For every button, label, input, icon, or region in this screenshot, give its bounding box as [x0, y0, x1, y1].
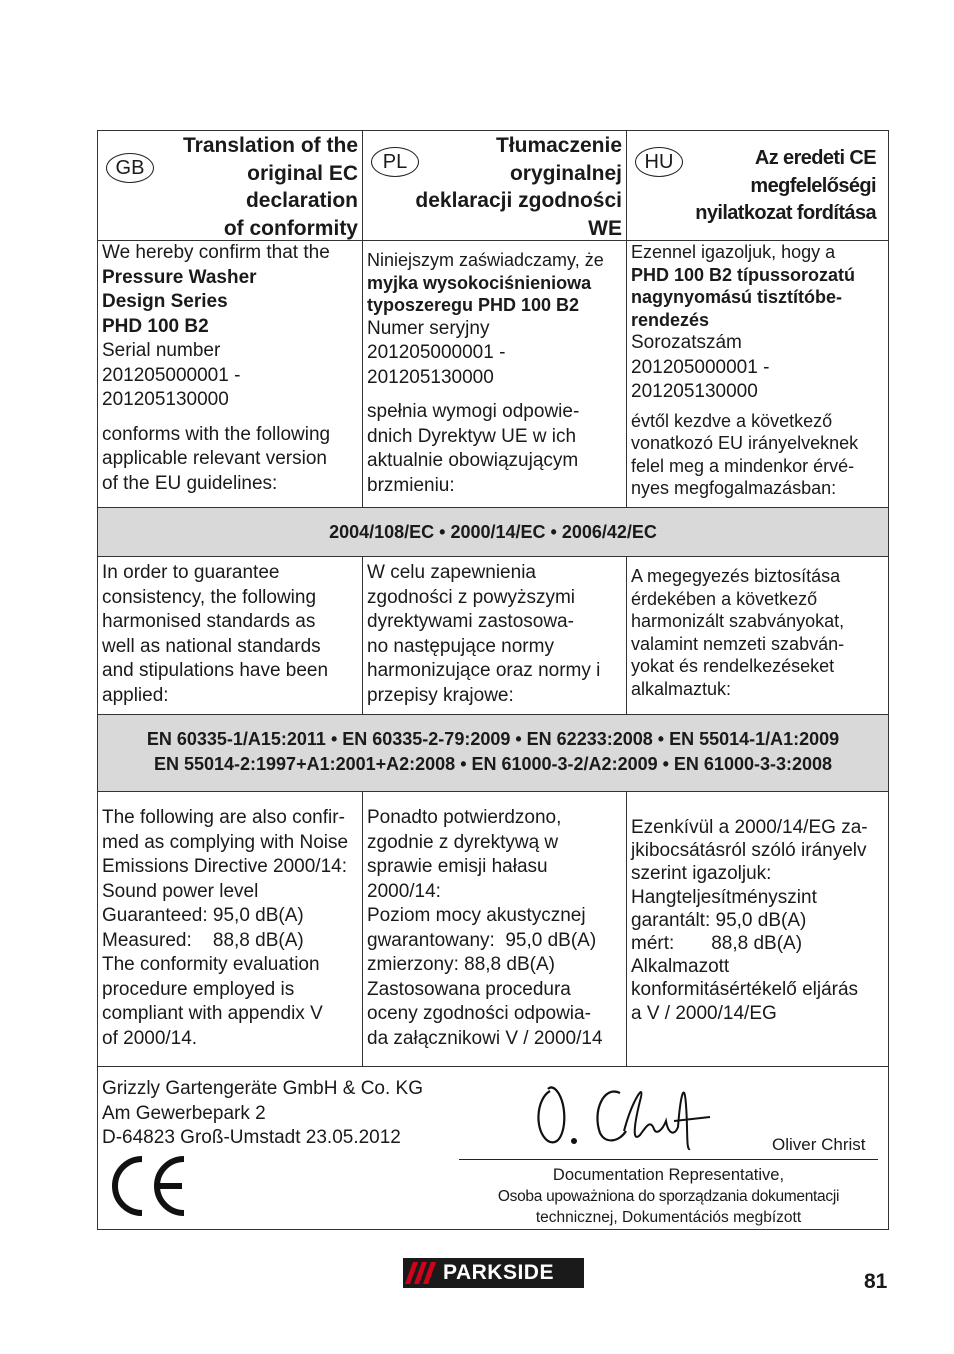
gb-badge: GB: [106, 153, 154, 183]
brand-name: PARKSIDE: [443, 1261, 554, 1284]
declaration-table: [97, 130, 889, 1230]
header-hu-title: Az eredeti CE megfelelőségi nyilatkozat fordítása: [695, 147, 876, 224]
standards-bar: [98, 714, 888, 792]
section3-gb: The following are also confir- med as complying with Noise Emissions Directive 2000/14: Sound power level Guaranteed: 95,0 dB(A) Measured: 88,8 dB(A) The conformity evaluation procedure employed is compliant with appendix V of 2000/14.: [102, 807, 349, 1049]
section2-pl: W celu zapewnienia zgodności z powyższymi dyrektywami zastosowa- no następujące normy harmonizujące oraz normy i przepisy krajowe:: [362, 557, 626, 715]
footer-section: [98, 1066, 888, 1229]
signer-name: Oliver Christ: [772, 1135, 866, 1154]
company-address: Grizzly Gartengeräte GmbH & Co. KG Am Gewerbepark 2 D-64823 Groß-Umstadt 23.05.2012: [102, 1078, 423, 1148]
header-gb-title: Translation of the original EC declaration of conformity: [182, 134, 358, 240]
page-number: 81: [864, 1270, 888, 1293]
standards-line-1: EN 60335-1/A15:2011 • EN 60335-2-79:2009 • EN 62233:2008 • EN 55014-1/A1:2009: [146, 729, 840, 749]
standards-line-2: EN 55014-2:1997+A1:2001+A2:2008 • EN 61000-3-2/A2:2009 • EN 61000-3-3:2008: [153, 754, 833, 774]
section-product: [98, 240, 888, 508]
section3-pl: Ponadto potwierdzono, zgodnie z dyrektywą w sprawie emisji hałasu 2000/14: Poziom mocy akustycznej gwarantowany: 95,0 dB(A) zmierzony: 88,8 dB(A) Zastosowana procedura oceny zgodności odpowia- da załącznikowi V / 2000/14: [362, 792, 626, 1067]
section-noise: [98, 791, 888, 1067]
header-pl-title: Tłumaczenie oryginalnej deklaracji zgodności WE: [415, 134, 622, 240]
signature-image: [528, 1071, 728, 1161]
role-text: Documentation Representative, Osoba upoważniona do sporządzania dokumentacji technicznej, Dokumentációs megbízott: [497, 1166, 840, 1226]
section-standards-intro: [98, 556, 888, 715]
section3-hu: Ezenkívül a 2000/14/EG za- jkibocsátásról szóló irányelv szerint igazoljuk: Hangteljesítményszint garantált: 95,0 dB(A) mért: 88,8 dB(A) Alkalmazott konformitásértékelő eljárás a V / 2000/14/EG: [626, 792, 888, 1067]
section1-gb: We hereby confirm that the Pressure Washer Design Series PHD 100 B2 Serial number 201205000001 - 201205130000 conforms with the following applicable relevant version of the EU guidelines:: [102, 242, 331, 494]
section1-pl: Niniejszym zaświadczamy, że myjka wysokociśnieniowa typoszeregu PHD 100 B2 Numer seryjny 201205000001 - 201205130000 spełnia wymogi odpowie- dnich Dyrektyw UE w ich aktualnie obowiązującym brzmieniu:: [362, 241, 626, 508]
header-gb: [98, 131, 362, 241]
section2-gb: In order to guarantee consistency, the following harmonised standards as well as national standards and stipulations have been applied:: [102, 562, 329, 706]
header-pl: [362, 131, 626, 241]
signature-line: [459, 1159, 878, 1160]
section2-hu: A megegyezés biztosítása érdekében a következő harmonizált szabványokat, valamint nemzeti szabván- yokat és rendelkezéseket alkalmaztuk:: [626, 557, 888, 715]
section1-hu: Ezennel igazoljuk, hogy a PHD 100 B2 típussorozatú nagynyomású tisztítóbe- rendezés Sorozatszám 201205000001 - 201205130000 évtől kezdve a következő vonatkozó EU irányelveknek felel meg a mindenkor érvé- nyes megfogalmazásban:: [626, 241, 888, 508]
pl-badge: PL: [371, 147, 419, 177]
directives-text: 2004/108/EC • 2000/14/EC • 2006/42/EC: [329, 522, 657, 542]
hu-badge: HU: [635, 147, 683, 177]
directives-bar: [98, 507, 888, 557]
ce-mark: [106, 1153, 190, 1219]
logo-stripes-icon: [403, 1258, 443, 1288]
header-row: [98, 131, 888, 241]
parkside-logo: [403, 1258, 584, 1288]
header-hu: [626, 131, 888, 241]
